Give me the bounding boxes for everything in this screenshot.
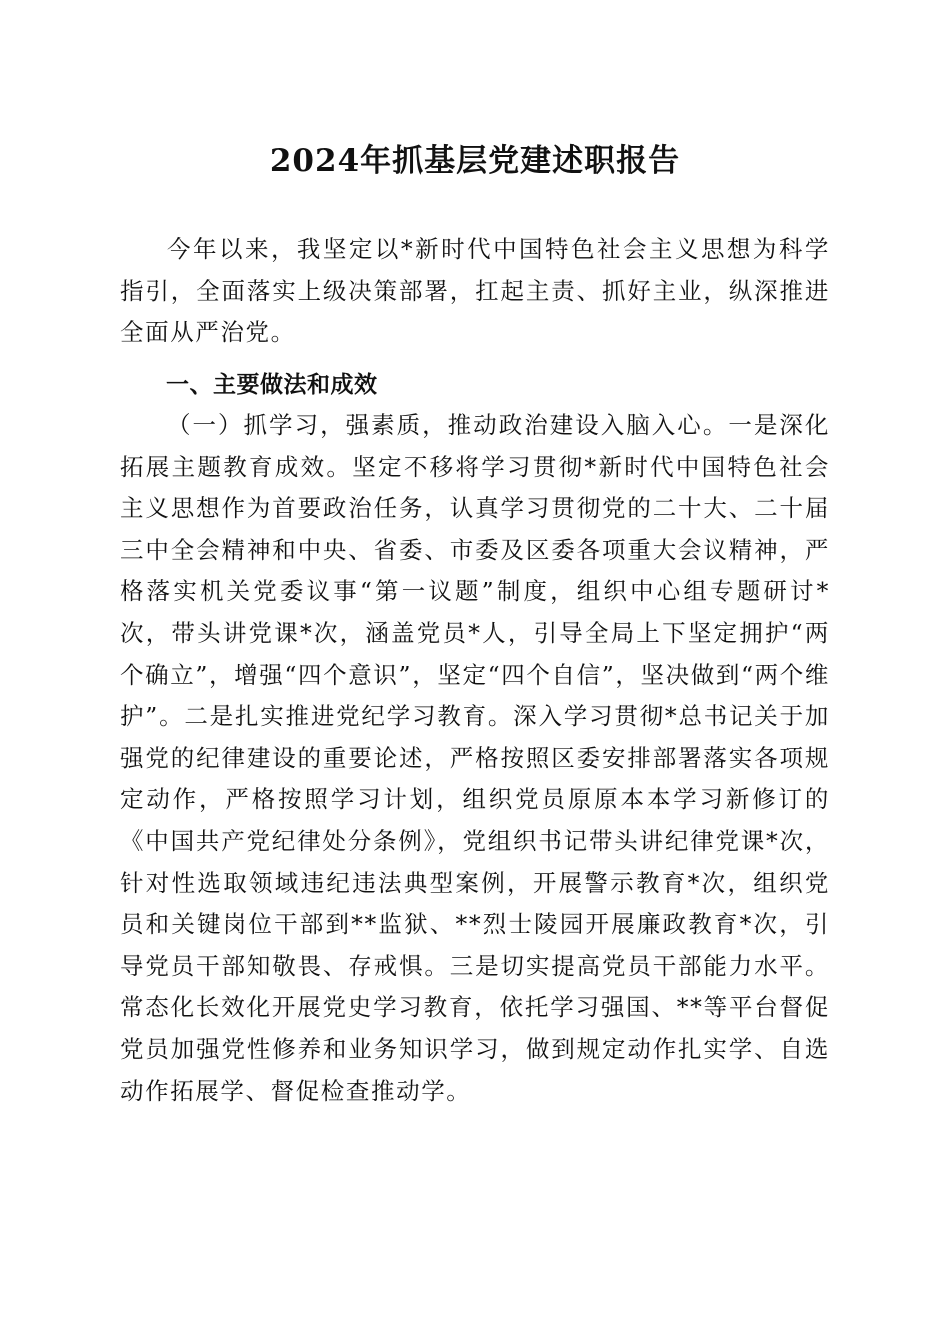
body-paragraph: （一）抓学习，强素质，推动政治建设入脑入心。一是深化拓展主题教育成效。坚定不移将学习贯彻*新时代中国特色社会主义思想作为首要政治任务，认真学习贯彻党的二十大、二十届三中全会精神和中央、省委、市委及区委各项重大会议精神，严格落实机关党委议事“第一议题”制度，组织中心组专题研讨*次，带头讲党课*次，涵盖党员*人，引导全局上下坚定拥护“两个确立”，增强“四个意识”，坚定“四个自信”，坚决做到“两个维护”。二是扎实推进党纪学习教育。深入学习贯彻*总书记关于加强党的纪律建设的重要论述，严格按照区委安排部署落实各项规定动作，严格按照学习计划，组织党员原原本本学习新修订的《中国共产党纪律处分条例》，党组织书记带头讲纪律党课*次，针对性选取领域违纪违法典型案例，开展警示教育*次，组织党员和关键岗位干部到**监狱、**烈士陵园开展廉政教育*次，引导党员干部知敬畏、存戒惧。三是切实提高党员干部能力水平。常态化长效化开展党史学习教育，依托学习强国、**等平台督促党员加强党性修养和业务知识学习，做到规定动作扎实学、自选动作拓展学、督促检查推动学。 xyxy=(120,411,830,1105)
section-heading: 一、主要做法和成效 xyxy=(166,372,378,398)
document-title: 2024年抓基层党建述职报告 xyxy=(269,143,681,179)
intro-paragraph: 今年以来，我坚定以*新时代中国特色社会主义思想为科学指引，全面落实上级决策部署，扛起主责、抓好主业，纵深推进全面从严治党。 xyxy=(120,235,830,347)
